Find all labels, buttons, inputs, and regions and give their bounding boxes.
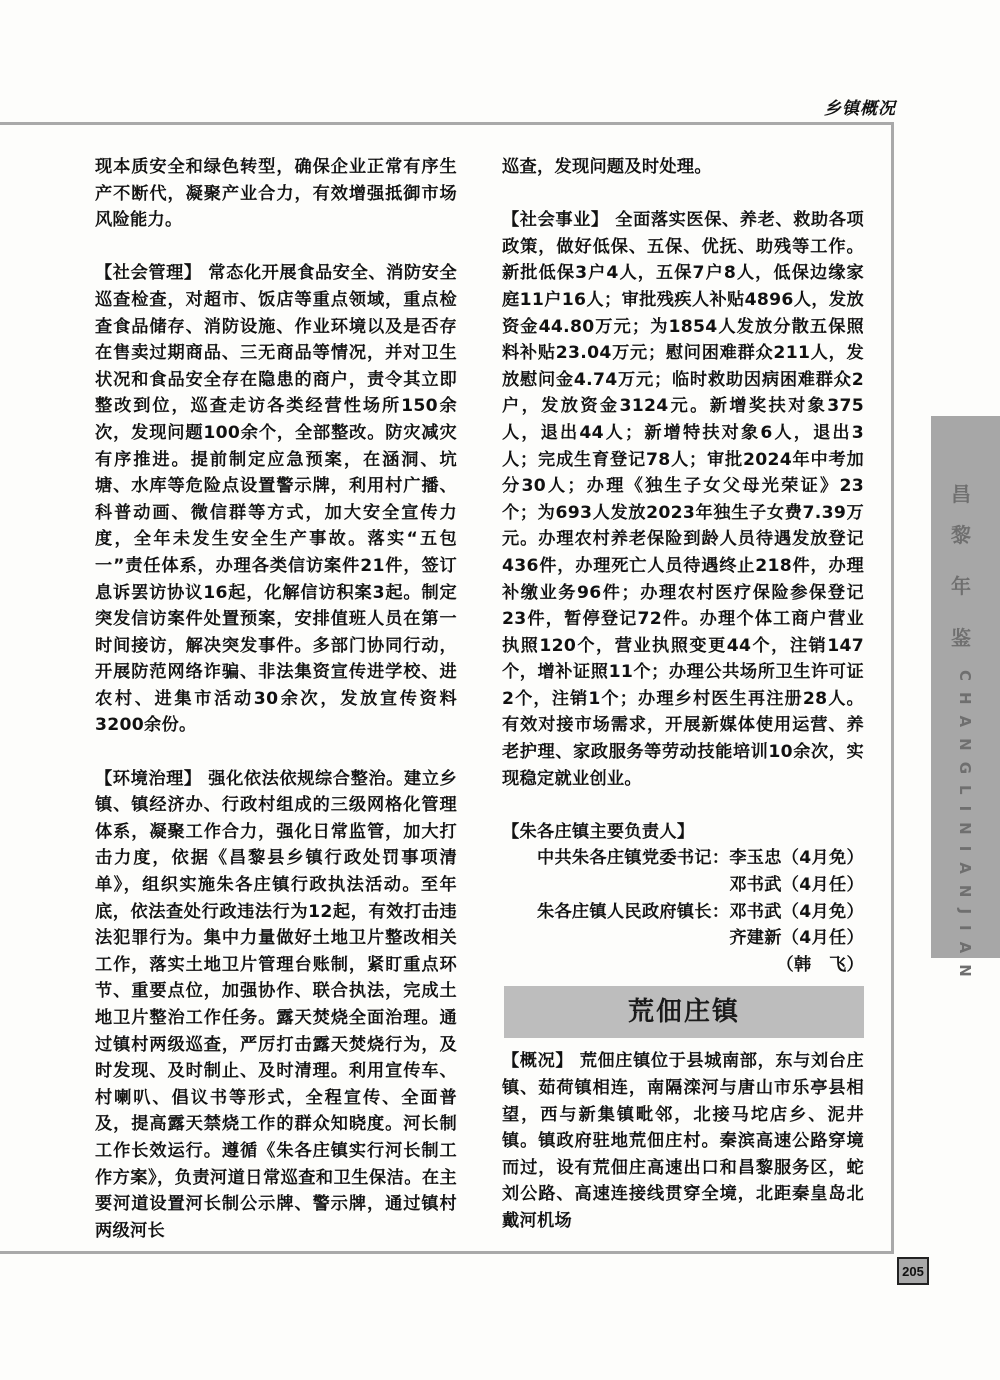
side-tab-char: 年 (951, 574, 971, 598)
section-label-environment: 【环境治理】 (95, 768, 202, 789)
official-line: 齐建新（4月任） (729, 928, 864, 949)
official-line: 中共朱各庄镇党委书记：李玉忠（4月免） (536, 848, 864, 869)
right-column (502, 154, 864, 1235)
side-tab-pinyin: CHANGLINIANJIAN (956, 670, 974, 988)
paragraph-text: 全面落实医保、养老、救助各项政策，做好低保、五保、优抚、助残等工作。新批低保3户4人，五保7户8人，低保边缘家庭11户16人；审批残疾人补贴4896人，发放资金44.80万元；为1854人发放分散五保照料补贴23.04万元；慰问困难群众211人，发放慰问金4.74万元；临时救助因病困难群众2户，发放资金3124元。新增奖扶对象375人，退出44人；新增特扶对象6人，退出3人；完成生育登记78人；审批2024年中考加分30人；办理《独生子女父母光荣证》23个；为693人发放2023年独生子女费7.39万元。办理农村养老保险到龄人员待遇发放登记436件，办理死亡人员待遇终止218件，办理补缴业务96件；办理农村医疗保险参保登记23件，暂停登记72件。办理个体工商户营业执照120个，营业执照变更44个，注销147个，增补证照11个；办理公共场所卫生许可证2个，注销1个；办理乡村医生再注册28人。有效对接市场需求，开展新媒体使用运营、养老护理、家政服务等劳动技能培训10余次，实现稳定就业创业。 (502, 210, 864, 789)
section-title-banner: 荒佃庄镇 (504, 986, 864, 1038)
officials-heading: 【朱各庄镇主要负责人】 (502, 821, 695, 842)
section-label-social-management: 【社会管理】 (95, 263, 202, 284)
paragraph-environment (95, 766, 457, 1245)
official-line: 邓书武（4月任） (729, 875, 864, 896)
side-tab-char: 昌 (951, 482, 971, 506)
page-number: 205 (897, 1257, 929, 1285)
author-credit: （韩 飞） (776, 954, 864, 975)
paragraph-text: 强化依法依规综合整治。建立乡镇、镇经济办、行政村组成的三级网格化管理体系，凝聚工作合力，强化日常监管，加大打击力度，依据《昌黎县乡镇行政处罚事项清单》，组织实施朱各庄镇行政执法活动。至年底，依法查处行政违法行为12起，有效打击违法犯罪行为。集中力量做好土地卫片整改相关工作，落实土地卫片管理台账制，紧盯重点环节、重要点位，加强协作、联合执法，完成土地卫片整治工作任务。露天焚烧全面治理。通过镇村两级巡查，严厉打击露天焚烧行为，及时发现、及时制止、及时清理。利用宣传车、村喇叭、倡议书等形式，全程宣传、全面普及，提高露天禁烧工作的群众知晓度。河长制工作长效运行。遵循《朱各庄镇实行河长制工作方案》，负责河道日常巡查和卫生保洁。在主要河道设置河长制公示牌、警示牌，通过镇村两级河长 (95, 768, 457, 1241)
section-label-social-affairs: 【社会事业】 (502, 210, 609, 231)
running-header-title: 乡镇概况 (824, 99, 896, 119)
side-tab-char: 黎 (951, 523, 971, 547)
side-tab-char: 鉴 (951, 626, 971, 650)
official-line: 朱各庄镇人民政府镇长：邓书武（4月免） (536, 901, 864, 922)
paragraph-continuation: 现本质安全和绿色转型，确保企业正常有序生产不断代，凝聚产业合力，有效增强抵御市场风险能力。 (95, 157, 457, 231)
paragraph-social-management (95, 260, 457, 739)
paragraph-continuation: 巡查，发现问题及时处理。 (502, 157, 712, 177)
paragraph-social-affairs (502, 207, 864, 792)
paragraph-overview (502, 1048, 864, 1234)
yearbook-side-tab (931, 416, 1000, 988)
paragraph-text: 荒佃庄镇位于县城南部，东与刘台庄镇、茹荷镇相连，南隔滦河与唐山市乐亭县相望，西与新集镇毗邻，北接马坨店乡、泥井镇。镇政府驻地荒佃庄村。秦滨高速公路穿境而过，设有荒佃庄高速出口和昌黎服务区，蛇刘公路、高速连接线贯穿全境，北距秦皇岛北戴河机场 (502, 1051, 865, 1231)
paragraph-text: 常态化开展食品安全、消防安全巡查检查，对超市、饭店等重点领域，重点检查食品储存、消防设施、作业环境以及是否存在售卖过期商品、三无商品等情况，并对卫生状况和食品安全存在隐患的商户，责令其立即整改到位，巡查走访各类经营性场所150余次，发现问题100余个，全部整改。防灾减灾有序推进。提前制定应急预案，在涵洞、坑塘、水库等危险点设置警示牌，利用村广播、科普动画、微信群等方式，加大安全宣传力度，全年未发生安全生产事故。落实“五包一”责任体系，办理各类信访案件21件，签订息诉罢访协议16起，化解信访积案3起。制定突发信访案件处置预案，安排值班人员在第一时间接访，解决突发事件。多部门协同行动，开展防范网络诈骗、非法集资宣传进学校、进农村、进集市活动30余次，发放宣传资料3200余份。 (95, 263, 457, 736)
left-column (95, 154, 457, 1244)
section-label-overview: 【概况】 (502, 1051, 574, 1072)
